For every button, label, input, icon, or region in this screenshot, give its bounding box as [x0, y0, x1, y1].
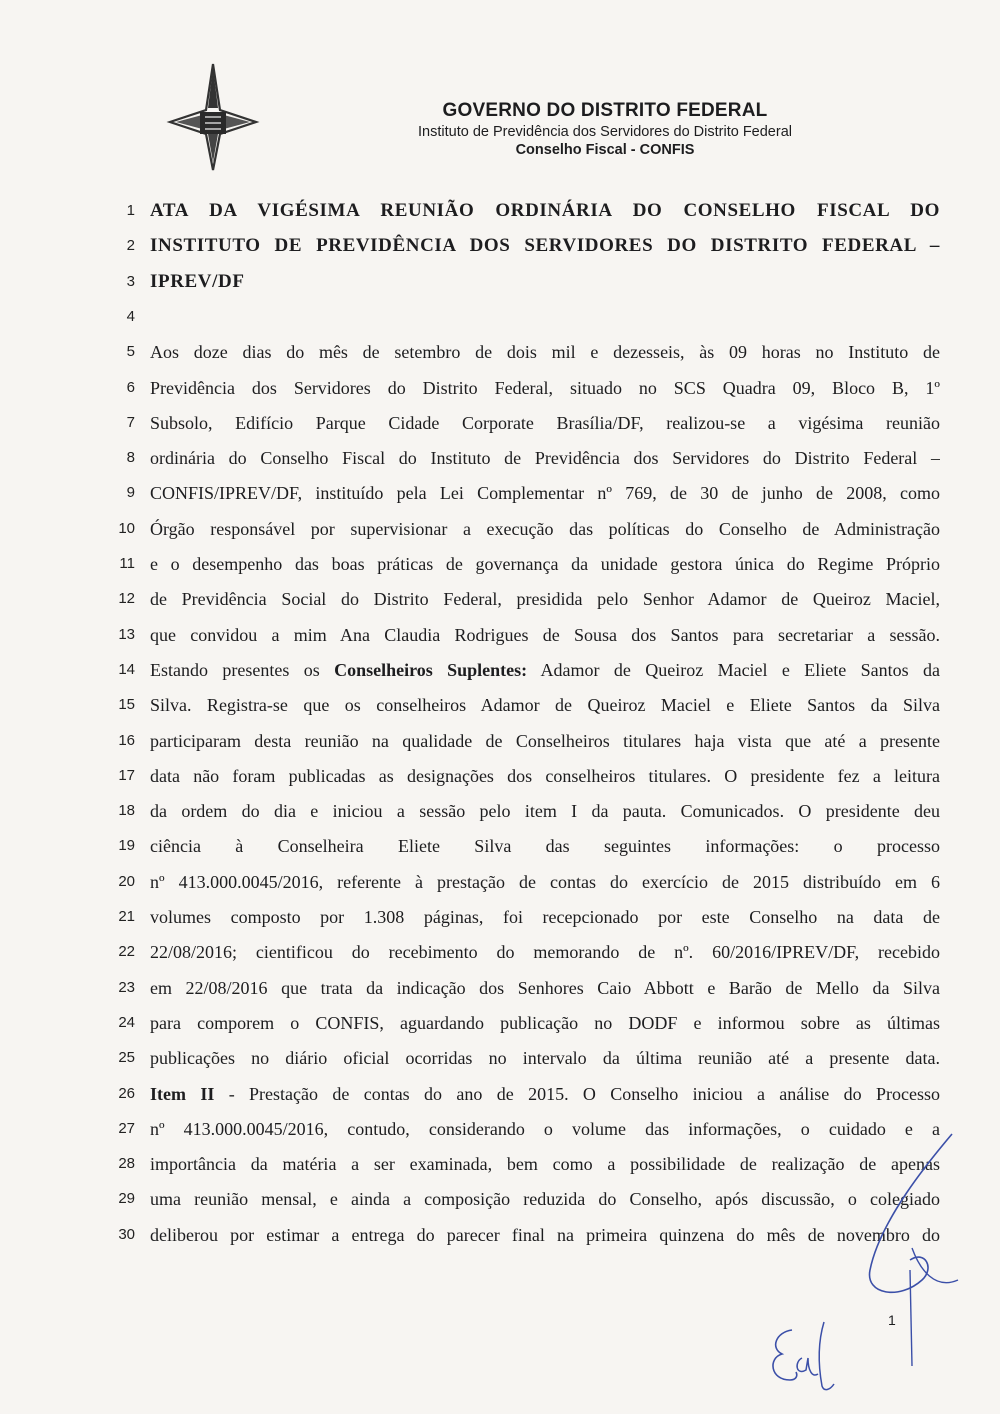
line-text: de Previdência Social do Distrito Federal, presidida pelo Senhor Adamor de Queiroz Maciel, — [150, 589, 940, 610]
line-text-rest: Adamor de Queiroz Maciel e Eliete Santos da — [527, 659, 940, 680]
line-number: 24 — [118, 1013, 135, 1031]
line-text: importância da matéria a ser examinada, bem como a possibilidade de realização de apenas — [150, 1154, 940, 1175]
line-number: 21 — [118, 908, 135, 925]
line-number: 15 — [118, 696, 135, 714]
line-number: 10 — [118, 519, 135, 537]
line-number: 26 — [118, 1084, 135, 1102]
line-text-rest: - Prestação de contas do ano de 2015. O Conselho iniciou a análise do Processo — [214, 1083, 940, 1104]
line-text: que convidou a mim Ana Claudia Rodrigues de Sousa dos Santos para secretariar a sessão. — [150, 624, 940, 645]
line-12 — [0, 584, 1000, 614]
line-text: ATA DA VIGÉSIMA REUNIÃO ORDINÁRIA DO CONSELHO FISCAL DO — [150, 200, 940, 221]
line-14 — [0, 655, 1000, 685]
line-3 — [0, 267, 1000, 297]
line-text: data não foram publicadas as designações dos conselheiros titulares. O presidente fez a leitura — [150, 765, 940, 786]
bold-label: Item II — [150, 1083, 215, 1104]
line-number: 8 — [126, 449, 135, 467]
line-24 — [0, 1008, 1000, 1038]
line-19 — [0, 831, 1000, 861]
line-text — [150, 655, 940, 685]
line-text: da ordem do dia e iniciou a sessão pelo item I da pauta. Comunicados. O presidente deu — [150, 801, 940, 822]
government-name: GOVERNO DO DISTRITO FEDERAL — [442, 100, 768, 121]
line-text: nº 413.000.0045/2016, contudo, considerando o volume das informações, o cuidado e a — [150, 1118, 940, 1139]
line-26 — [0, 1079, 1000, 1109]
line-text: CONFIS/IPREV/DF, instituído pela Lei Complementar nº 769, de 30 de junho de 2008, como — [150, 483, 940, 504]
line-text: participaram desta reunião na qualidade de Conselheiros titulares haja vista que até a presente — [150, 730, 940, 751]
line-1 — [0, 196, 1000, 226]
line-number: 6 — [126, 378, 135, 396]
line-number: 23 — [118, 978, 135, 996]
line-16 — [0, 726, 1000, 756]
line-10 — [0, 514, 1000, 544]
line-2 — [0, 231, 1000, 261]
line-6 — [0, 373, 1000, 403]
line-13 — [0, 620, 1000, 650]
page-number: 1 — [888, 1312, 896, 1328]
line-number: 9 — [126, 484, 135, 502]
line-text: deliberou por estimar a entrega do parecer final na primeira quinzena do mês de novembro do — [150, 1224, 940, 1245]
line-text: IPREV/DF — [150, 270, 245, 292]
line-text-prefix: Estando presentes os — [150, 659, 335, 680]
line-text: Silva. Registra-se que os conselheiros Adamor de Queiroz Maciel e Eliete Santos da Silva — [150, 695, 940, 716]
line-number: 17 — [118, 766, 135, 784]
line-11 — [0, 549, 1000, 579]
line-number: 29 — [118, 1190, 135, 1208]
line-number: 20 — [118, 872, 135, 890]
line-5 — [0, 337, 1000, 367]
line-23 — [0, 973, 1000, 1003]
line-text: publicações no diário oficial ocorridas no intervalo da última reunião até a presente data. — [150, 1048, 940, 1069]
line-number: 12 — [118, 590, 135, 608]
line-8 — [0, 443, 1000, 473]
institute-name: Instituto de Previdência dos Servidores do Distrito Federal — [418, 124, 792, 140]
line-text: e o desempenho das boas práticas de governança da unidade gestora única do Regime Próprio — [150, 554, 940, 574]
line-text: Aos doze dias do mês de setembro de dois mil e dezesseis, às 09 horas no Instituto de — [150, 342, 940, 363]
line-text: volumes composto por 1.308 páginas, foi recepcionado por este Conselho na data de — [150, 907, 940, 927]
margin-signature-icon — [840, 1130, 970, 1370]
line-number: 30 — [118, 1225, 135, 1243]
document-header — [380, 100, 830, 158]
line-number: 13 — [118, 625, 135, 643]
line-text: ordinária do Conselho Fiscal do Instituto de Previdência dos Servidores do Distrito Federal – — [150, 448, 940, 469]
line-text: nº 413.000.0045/2016, referente à prestação de contas do exercício de 2015 distribuído em 6 — [150, 871, 940, 892]
line-9 — [0, 478, 1000, 508]
line-number: 25 — [118, 1049, 135, 1067]
line-text: 22/08/2016; cientificou do recebimento do memorando de nº. 60/2016/IPREV/DF, recebido — [150, 942, 940, 963]
brasao-df-emblem-icon — [158, 62, 268, 172]
line-15 — [0, 690, 1000, 720]
line-number: 14 — [118, 660, 135, 678]
line-number: 28 — [118, 1155, 135, 1173]
line-number: 22 — [118, 943, 135, 961]
line-text: uma reunião mensal, e ainda a composição reduzida do Conselho, após discussão, o colegiado — [150, 1189, 940, 1210]
bold-label: Conselheiros Suplentes: — [334, 659, 528, 680]
line-text: para comporem o CONFIS, aguardando publicação no DODF e informou sobre as últimas — [150, 1012, 940, 1033]
line-number: 18 — [118, 802, 135, 820]
initials-signature-icon — [762, 1318, 842, 1398]
line-21 — [0, 902, 1000, 932]
line-25 — [0, 1043, 1000, 1073]
line-text: ciência à Conselheira Eliete Silva das seguintes informações: o processo — [150, 836, 940, 857]
line-text: Previdência dos Servidores do Distrito Federal, situado no SCS Quadra 09, Bloco B, 1º — [150, 377, 940, 398]
line-number: 7 — [126, 413, 135, 431]
line-text — [150, 1079, 940, 1109]
line-text: INSTITUTO DE PREVIDÊNCIA DOS SERVIDORES DO DISTRITO FEDERAL – — [150, 235, 940, 257]
line-number: 16 — [118, 731, 135, 749]
line-number: 5 — [126, 343, 135, 361]
line-text: Subsolo, Edifício Parque Cidade Corporate Brasília/DF, realizou-se a vigésima reunião — [150, 412, 940, 433]
line-20 — [0, 867, 1000, 897]
line-17 — [0, 761, 1000, 791]
line-text: Órgão responsável por supervisionar a execução das políticas do Conselho de Administração — [150, 518, 940, 539]
line-7 — [0, 408, 1000, 438]
line-number: 3 — [126, 272, 135, 290]
council-name: Conselho Fiscal - CONFIS — [515, 142, 695, 158]
line-18 — [0, 796, 1000, 826]
line-text: em 22/08/2016 que trata da indicação dos Senhores Caio Abbott e Barão de Mello da Silva — [150, 977, 940, 998]
line-number: 2 — [126, 237, 135, 255]
line-4 — [0, 302, 1000, 332]
line-number: 4 — [126, 307, 135, 325]
line-number: 19 — [118, 837, 135, 855]
line-22 — [0, 937, 1000, 967]
line-number: 1 — [126, 202, 135, 219]
line-number: 11 — [119, 555, 135, 572]
line-number: 27 — [118, 1119, 135, 1137]
